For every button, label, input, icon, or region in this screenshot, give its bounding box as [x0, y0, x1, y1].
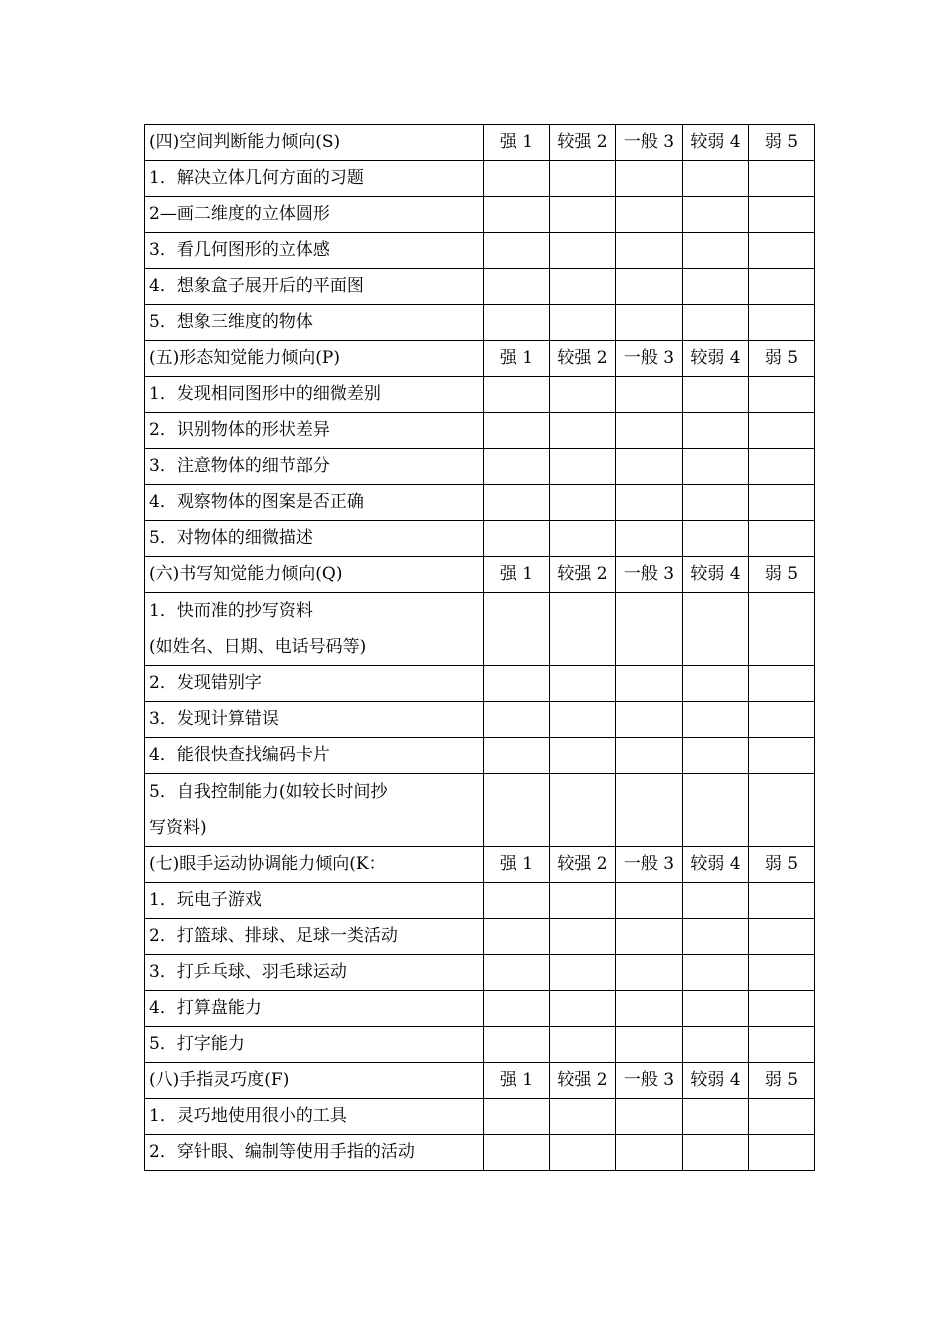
item-label [145, 197, 484, 233]
section-header-row [145, 557, 815, 593]
rating-cell-1[interactable] [484, 521, 550, 557]
section-heading: (八)手指灵巧度(F) [145, 1063, 484, 1099]
rating-cell-5[interactable] [749, 197, 815, 233]
rating-cell-5[interactable] [749, 774, 815, 847]
item-text-line: 5．想象三维度的物体 [149, 312, 313, 332]
rating-cell-4[interactable] [683, 197, 749, 233]
rating-label-1: 强 1 [484, 847, 550, 883]
item-label [145, 991, 484, 1027]
rating-label-4: 较弱 4 [683, 847, 749, 883]
rating-cell-5[interactable] [749, 269, 815, 305]
rating-cell-4[interactable] [683, 774, 749, 847]
rating-cell-1[interactable] [484, 197, 550, 233]
item-row [145, 1135, 815, 1171]
item-label [145, 919, 484, 955]
rating-cell-2[interactable] [550, 955, 616, 991]
rating-label-5: 弱 5 [749, 1063, 815, 1099]
rating-cell-1[interactable] [484, 955, 550, 991]
rating-cell-2[interactable] [550, 377, 616, 413]
section-header-row [145, 341, 815, 377]
rating-label-3: 一般 3 [616, 1063, 683, 1099]
item-row [145, 269, 815, 305]
rating-cell-2[interactable] [550, 449, 616, 485]
rating-label-5: 弱 5 [749, 847, 815, 883]
item-label [145, 377, 484, 413]
item-text-line: 4．观察物体的图案是否正确 [149, 492, 364, 512]
rating-cell-2[interactable] [550, 305, 616, 341]
item-row [145, 883, 815, 919]
item-label [145, 702, 484, 738]
rating-cell-1[interactable] [484, 233, 550, 269]
rating-cell-1[interactable] [484, 161, 550, 197]
rating-cell-5[interactable] [749, 449, 815, 485]
rating-cell-5[interactable] [749, 1027, 815, 1063]
rating-cell-1[interactable] [484, 919, 550, 955]
rating-cell-1[interactable] [484, 1135, 550, 1171]
rating-cell-5[interactable] [749, 521, 815, 557]
rating-cell-1[interactable] [484, 738, 550, 774]
item-text-line: 4．想象盒子展开后的平面图 [149, 276, 364, 296]
rating-cell-3[interactable] [616, 991, 683, 1027]
rating-cell-5[interactable] [749, 1135, 815, 1171]
item-label [145, 161, 484, 197]
rating-cell-4[interactable] [683, 919, 749, 955]
rating-cell-5[interactable] [749, 991, 815, 1027]
item-row [145, 1027, 815, 1063]
item-row [145, 485, 815, 521]
rating-cell-2[interactable] [550, 919, 616, 955]
survey-body [145, 125, 815, 1171]
rating-cell-5[interactable] [749, 377, 815, 413]
item-label [145, 233, 484, 269]
item-text-line: 3．打乒乓球、羽毛球运动 [149, 962, 347, 982]
rating-cell-2[interactable] [550, 1099, 616, 1135]
item-label [145, 305, 484, 341]
rating-cell-5[interactable] [749, 738, 815, 774]
rating-label-3: 一般 3 [616, 341, 683, 377]
item-row [145, 1099, 815, 1135]
rating-cell-3[interactable] [616, 485, 683, 521]
rating-label-5: 弱 5 [749, 341, 815, 377]
item-label [145, 774, 484, 847]
rating-label-1: 强 1 [484, 1063, 550, 1099]
item-text-line: 1．玩电子游戏 [149, 890, 262, 910]
rating-cell-4[interactable] [683, 955, 749, 991]
rating-cell-1[interactable] [484, 485, 550, 521]
item-label [145, 449, 484, 485]
rating-cell-3[interactable] [616, 1027, 683, 1063]
rating-cell-2[interactable] [550, 413, 616, 449]
rating-cell-3[interactable] [616, 1135, 683, 1171]
rating-label-3: 一般 3 [616, 847, 683, 883]
item-text-line: 1．快而准的抄写资料 [149, 601, 313, 621]
rating-cell-4[interactable] [683, 883, 749, 919]
rating-label-4: 较弱 4 [683, 125, 749, 161]
rating-label-4: 较弱 4 [683, 341, 749, 377]
item-label [145, 666, 484, 702]
item-text-line: 4．打算盘能力 [149, 998, 262, 1018]
rating-cell-1[interactable] [484, 449, 550, 485]
rating-label-3: 一般 3 [616, 557, 683, 593]
item-row [145, 702, 815, 738]
rating-cell-1[interactable] [484, 666, 550, 702]
rating-label-3: 一般 3 [616, 125, 683, 161]
rating-cell-5[interactable] [749, 666, 815, 702]
item-text-line: 5．自我控制能力(如较长时间抄 [149, 782, 388, 802]
section-heading: (五)形态知觉能力倾向(P) [145, 341, 484, 377]
item-label [145, 883, 484, 919]
rating-cell-5[interactable] [749, 305, 815, 341]
rating-cell-1[interactable] [484, 593, 550, 666]
item-label [145, 269, 484, 305]
item-label [145, 1099, 484, 1135]
rating-cell-3[interactable] [616, 413, 683, 449]
rating-label-1: 强 1 [484, 557, 550, 593]
rating-cell-2[interactable] [550, 883, 616, 919]
item-row [145, 919, 815, 955]
rating-cell-4[interactable] [683, 738, 749, 774]
rating-cell-5[interactable] [749, 883, 815, 919]
rating-cell-2[interactable] [550, 666, 616, 702]
rating-cell-3[interactable] [616, 702, 683, 738]
item-text-line: 3．看几何图形的立体感 [149, 240, 330, 260]
item-text-line: 写资料) [149, 818, 207, 838]
rating-cell-4[interactable] [683, 521, 749, 557]
item-text-line: 5．对物体的细微描述 [149, 528, 313, 548]
item-text-line: (如姓名、日期、电话号码等) [149, 637, 367, 657]
rating-cell-5[interactable] [749, 702, 815, 738]
rating-cell-3[interactable] [616, 521, 683, 557]
rating-cell-4[interactable] [683, 1099, 749, 1135]
item-row [145, 377, 815, 413]
rating-cell-1[interactable] [484, 413, 550, 449]
rating-cell-2[interactable] [550, 738, 616, 774]
item-text-line: 3．注意物体的细节部分 [149, 456, 330, 476]
rating-cell-3[interactable] [616, 377, 683, 413]
item-text-line: 3．发现计算错误 [149, 709, 279, 729]
rating-cell-2[interactable] [550, 991, 616, 1027]
rating-cell-4[interactable] [683, 377, 749, 413]
item-text-line: 2．打篮球、排球、足球一类活动 [149, 926, 398, 946]
rating-label-1: 强 1 [484, 341, 550, 377]
rating-label-2: 较强 2 [550, 557, 616, 593]
item-text-line: 2—画二维度的立体圆形 [149, 204, 330, 224]
rating-cell-4[interactable] [683, 991, 749, 1027]
item-row [145, 521, 815, 557]
rating-cell-2[interactable] [550, 269, 616, 305]
rating-cell-5[interactable] [749, 1099, 815, 1135]
item-row [145, 738, 815, 774]
rating-cell-4[interactable] [683, 305, 749, 341]
item-label [145, 521, 484, 557]
rating-cell-3[interactable] [616, 919, 683, 955]
item-row [145, 197, 815, 233]
rating-cell-4[interactable] [683, 449, 749, 485]
item-row [145, 305, 815, 341]
rating-cell-5[interactable] [749, 485, 815, 521]
rating-cell-3[interactable] [616, 666, 683, 702]
item-row [145, 413, 815, 449]
item-row [145, 449, 815, 485]
item-row [145, 774, 815, 847]
rating-cell-2[interactable] [550, 521, 616, 557]
rating-label-1: 强 1 [484, 125, 550, 161]
rating-cell-3[interactable] [616, 449, 683, 485]
item-text-line: 2．识别物体的形状差异 [149, 420, 330, 440]
item-text-line: 2．穿针眼、编制等使用手指的活动 [149, 1142, 415, 1162]
ability-survey-table [144, 124, 815, 1171]
item-label [145, 1027, 484, 1063]
rating-cell-4[interactable] [683, 702, 749, 738]
rating-cell-3[interactable] [616, 955, 683, 991]
rating-cell-1[interactable] [484, 702, 550, 738]
rating-label-2: 较强 2 [550, 341, 616, 377]
rating-cell-5[interactable] [749, 955, 815, 991]
rating-cell-5[interactable] [749, 413, 815, 449]
rating-cell-2[interactable] [550, 1135, 616, 1171]
rating-cell-1[interactable] [484, 1027, 550, 1063]
rating-cell-2[interactable] [550, 485, 616, 521]
rating-cell-4[interactable] [683, 1027, 749, 1063]
rating-cell-4[interactable] [683, 161, 749, 197]
rating-label-4: 较弱 4 [683, 557, 749, 593]
rating-cell-4[interactable] [683, 413, 749, 449]
rating-cell-3[interactable] [616, 197, 683, 233]
rating-cell-3[interactable] [616, 305, 683, 341]
rating-cell-4[interactable] [683, 269, 749, 305]
item-row [145, 955, 815, 991]
rating-cell-3[interactable] [616, 774, 683, 847]
section-heading: (四)空间判断能力倾向(S) [145, 125, 484, 161]
rating-label-5: 弱 5 [749, 557, 815, 593]
rating-cell-5[interactable] [749, 161, 815, 197]
item-label [145, 738, 484, 774]
rating-cell-4[interactable] [683, 1135, 749, 1171]
rating-cell-1[interactable] [484, 377, 550, 413]
item-text-line: 1．发现相同图形中的细微差别 [149, 384, 381, 404]
rating-cell-3[interactable] [616, 233, 683, 269]
rating-cell-1[interactable] [484, 991, 550, 1027]
rating-cell-3[interactable] [616, 161, 683, 197]
item-row [145, 991, 815, 1027]
item-text-line: 1．解决立体几何方面的习题 [149, 168, 364, 188]
rating-cell-2[interactable] [550, 702, 616, 738]
item-text-line: 2．发现错别字 [149, 673, 262, 693]
item-row [145, 161, 815, 197]
item-label [145, 485, 484, 521]
rating-cell-3[interactable] [616, 593, 683, 666]
item-label [145, 1135, 484, 1171]
section-heading: (六)书写知觉能力倾向(Q) [145, 557, 484, 593]
item-row [145, 666, 815, 702]
item-label [145, 593, 484, 666]
rating-cell-5[interactable] [749, 919, 815, 955]
rating-label-2: 较强 2 [550, 1063, 616, 1099]
section-header-row [145, 125, 815, 161]
rating-cell-2[interactable] [550, 593, 616, 666]
rating-cell-2[interactable] [550, 161, 616, 197]
section-heading: (七)眼手运动协调能力倾向(K： [145, 847, 484, 883]
rating-cell-1[interactable] [484, 269, 550, 305]
rating-cell-2[interactable] [550, 197, 616, 233]
rating-cell-5[interactable] [749, 233, 815, 269]
rating-cell-1[interactable] [484, 883, 550, 919]
rating-label-2: 较强 2 [550, 847, 616, 883]
item-row [145, 233, 815, 269]
rating-cell-5[interactable] [749, 593, 815, 666]
rating-cell-3[interactable] [616, 883, 683, 919]
rating-label-5: 弱 5 [749, 125, 815, 161]
rating-cell-4[interactable] [683, 666, 749, 702]
rating-cell-3[interactable] [616, 1099, 683, 1135]
item-text-line: 1．灵巧地使用很小的工具 [149, 1106, 347, 1126]
item-label [145, 413, 484, 449]
rating-cell-2[interactable] [550, 1027, 616, 1063]
item-label [145, 955, 484, 991]
item-text-line: 5．打字能力 [149, 1034, 245, 1054]
rating-label-2: 较强 2 [550, 125, 616, 161]
item-text-line: 4．能很快查找编码卡片 [149, 745, 330, 765]
rating-cell-2[interactable] [550, 774, 616, 847]
rating-cell-3[interactable] [616, 269, 683, 305]
rating-cell-4[interactable] [683, 485, 749, 521]
rating-cell-4[interactable] [683, 233, 749, 269]
rating-cell-4[interactable] [683, 593, 749, 666]
rating-cell-1[interactable] [484, 774, 550, 847]
item-row [145, 593, 815, 666]
section-header-row [145, 847, 815, 883]
rating-cell-1[interactable] [484, 1099, 550, 1135]
rating-cell-3[interactable] [616, 738, 683, 774]
section-header-row [145, 1063, 815, 1099]
rating-cell-1[interactable] [484, 305, 550, 341]
rating-cell-2[interactable] [550, 233, 616, 269]
rating-label-4: 较弱 4 [683, 1063, 749, 1099]
